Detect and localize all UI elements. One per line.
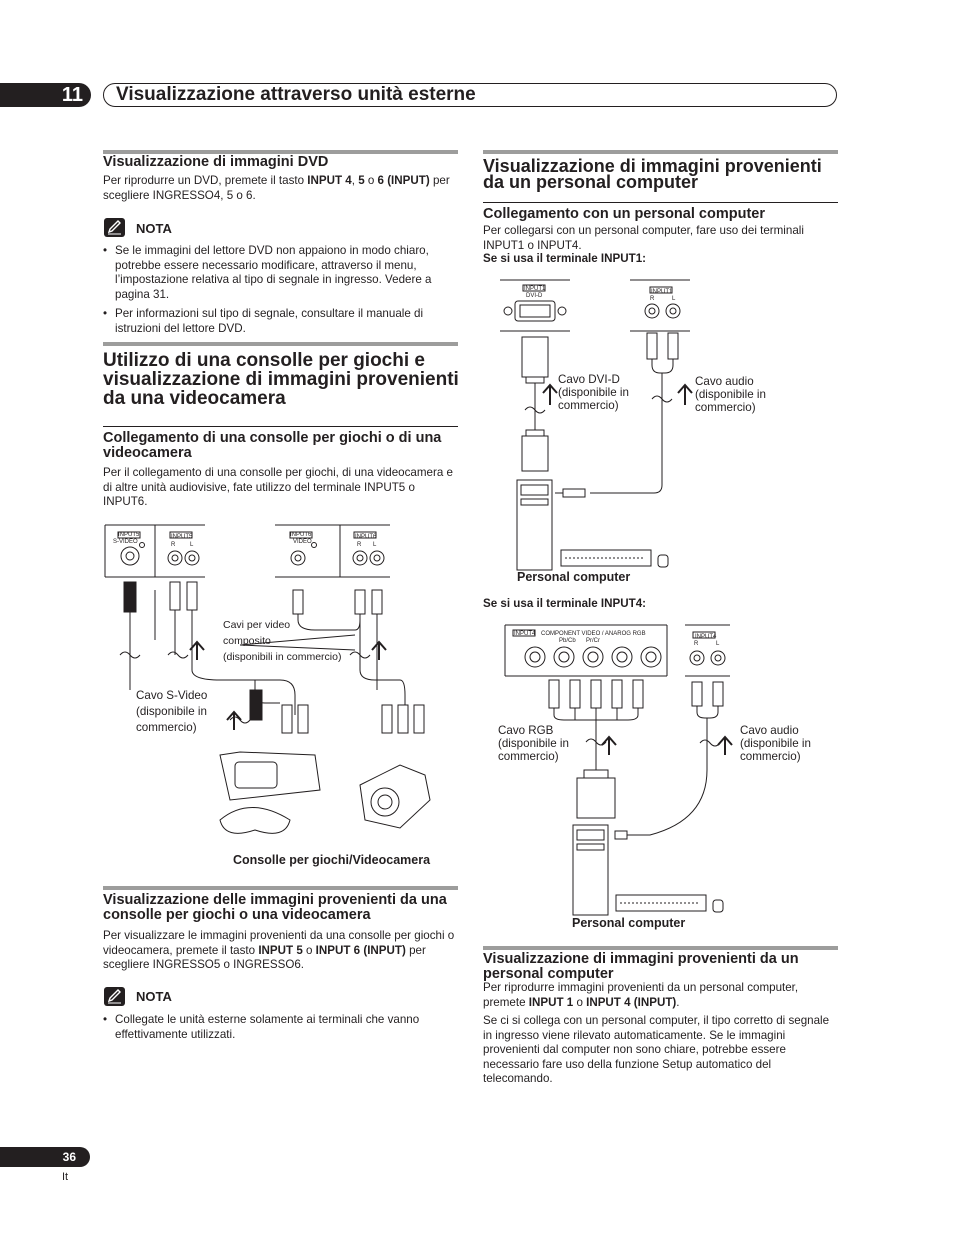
panel-label: R xyxy=(171,542,176,548)
composite-cable-caption: Cavi per video composito (disponibili in commercio) xyxy=(223,619,342,663)
pc-paragraph: Per collegarsi con un personal computer, fare uso dei terminali INPUT1 o INPUT4. xyxy=(483,224,804,252)
dvi-cable-caption: Cavo DVI-D (disponibile in commercio) xyxy=(558,373,629,412)
panel-label: VIDEO xyxy=(293,539,312,545)
section-rule xyxy=(483,150,838,154)
pc-input1-diagram xyxy=(495,275,695,575)
dvd-title: Visualizzazione di immagini DVD xyxy=(103,154,329,170)
section-rule xyxy=(103,886,458,890)
panel-label: COMPONENT VIDEO / ANAROG RGB xyxy=(541,631,646,637)
page-number: 36 xyxy=(0,1147,90,1167)
console-connection-diagram xyxy=(100,520,460,850)
panel-label: S-VIDEO xyxy=(113,539,138,545)
dvd-notes xyxy=(103,244,457,342)
pc-input4-diagram xyxy=(500,620,760,920)
panel-label: L xyxy=(672,296,676,302)
nota-label: NOTA xyxy=(136,989,172,1004)
section-rule xyxy=(483,946,838,950)
case1-label: Se si usa il terminale INPUT1: xyxy=(483,252,647,265)
panel-label: INPUT5 xyxy=(171,534,193,540)
sub-rule xyxy=(483,202,838,203)
panel-label: INPUT4 xyxy=(695,634,717,640)
panel-label: DVI-D xyxy=(526,293,543,299)
case2-label: Se si usa il terminale INPUT4: xyxy=(483,597,647,610)
chapter-title: Visualizzazione attraverso unità esterne xyxy=(116,84,476,105)
panel-label: L xyxy=(190,542,194,548)
audio-cable-caption: Cavo audio (disponibile in commercio) xyxy=(740,724,811,763)
nota-label: NOTA xyxy=(136,221,172,236)
audio-cable-caption: Cavo audio (disponibile in commercio) xyxy=(695,375,766,414)
rgb-cable-caption: Cavo RGB (disponibile in commercio) xyxy=(498,724,569,763)
device-caption: Consolle per giochi/Videocamera xyxy=(233,853,431,867)
panel-label: INPUT4 xyxy=(514,631,536,637)
pc-view-paragraph-2: Se ci si collega con un personal computer, il tipo corretto di segnale in ingresso viene rilevato automaticamente. Se le immagini provenienti dal computer non sono chiare, potrebbe essere necessario fare uso della funzione Setup automatico del telecomando. xyxy=(483,1014,830,1086)
section-rule xyxy=(103,342,458,346)
panel-label: Pr/Cr xyxy=(586,638,600,644)
pencil-icon xyxy=(104,987,125,1006)
dvd-paragraph: Per riprodurre un DVD, premete il tasto INPUT 4, 5 o 6 (INPUT) per scegliere INGRESSO4, 5 o 6. xyxy=(103,174,450,202)
sub-rule xyxy=(103,426,458,427)
pc-caption: Personal computer xyxy=(572,916,686,930)
panel-label: INPUT1 xyxy=(651,289,673,295)
chapter-number: 11 xyxy=(0,83,91,107)
panel-label: L xyxy=(716,641,720,647)
console-view-title: Visualizzazione delle immagini provenienti da una consolle per giochi o una videocamera xyxy=(103,892,447,923)
pc-view-title: Visualizzazione di immagini provenienti da un personal computer xyxy=(483,951,799,982)
panel-label: R xyxy=(650,296,655,302)
list-item: • Collegate le unità esterne solamente ai terminali che vanno effettivamente utilizzati. xyxy=(103,1013,459,1042)
console-view-notes xyxy=(103,1013,459,1047)
panel-label: INPUT5 xyxy=(118,532,140,538)
console-paragraph: Per il collegamento di una consolle per giochi, di una videocamera e di altre unità audiovisive, fate utilizzo del terminale INPUT5 o INPUT6. xyxy=(103,466,453,509)
panel-label: INPUT6 xyxy=(290,532,312,538)
list-item: • Per informazioni sul tipo di segnale, consultare il manuale di istruzioni del lettore DVD. xyxy=(103,307,457,336)
pc-view-paragraph: Per riprodurre immagini provenienti da un personal computer, premete INPUT 1 o INPUT 4 (INPUT). xyxy=(483,981,799,1009)
panel-label: INPUT6 xyxy=(355,534,377,540)
panel-label: L xyxy=(373,542,377,548)
pc-subtitle: Collegamento con un personal computer xyxy=(483,206,765,222)
panel-label: INPUT1 xyxy=(524,286,546,292)
panel-label: R xyxy=(357,542,362,548)
svideo-cable-caption: Cavo S-Video (disponibile in commercio) xyxy=(136,689,208,734)
console-subtitle: Collegamento di una consolle per giochi o di una videocamera xyxy=(103,430,442,461)
pc-caption: Personal computer xyxy=(517,570,631,584)
pc-title: Visualizzazione di immagini provenienti da un personal computer xyxy=(483,156,822,192)
language-code: It xyxy=(62,1171,69,1183)
pencil-icon xyxy=(104,218,125,237)
console-view-paragraph: Per visualizzare le immagini provenienti da una consolle per giochi o videocamera, premete il tasto INPUT 5 o INPUT 6 (INPUT) per scegliere INGRESSO5 o INGRESSO6. xyxy=(103,929,455,972)
panel-label: Pb/Cb xyxy=(559,638,576,644)
panel-label: R xyxy=(694,641,699,647)
list-item: • Se le immagini del lettore DVD non appaiono in modo chiaro, potrebbe essere necessario modificare, attraverso il menu, l’impostazione relativa al tipo di segnale in ingresso. Vedere a pagina 31. xyxy=(103,244,457,302)
console-title: Utilizzo di una consolle per giochi e visualizzazione di immagini provenienti da una videocamera xyxy=(103,350,459,409)
